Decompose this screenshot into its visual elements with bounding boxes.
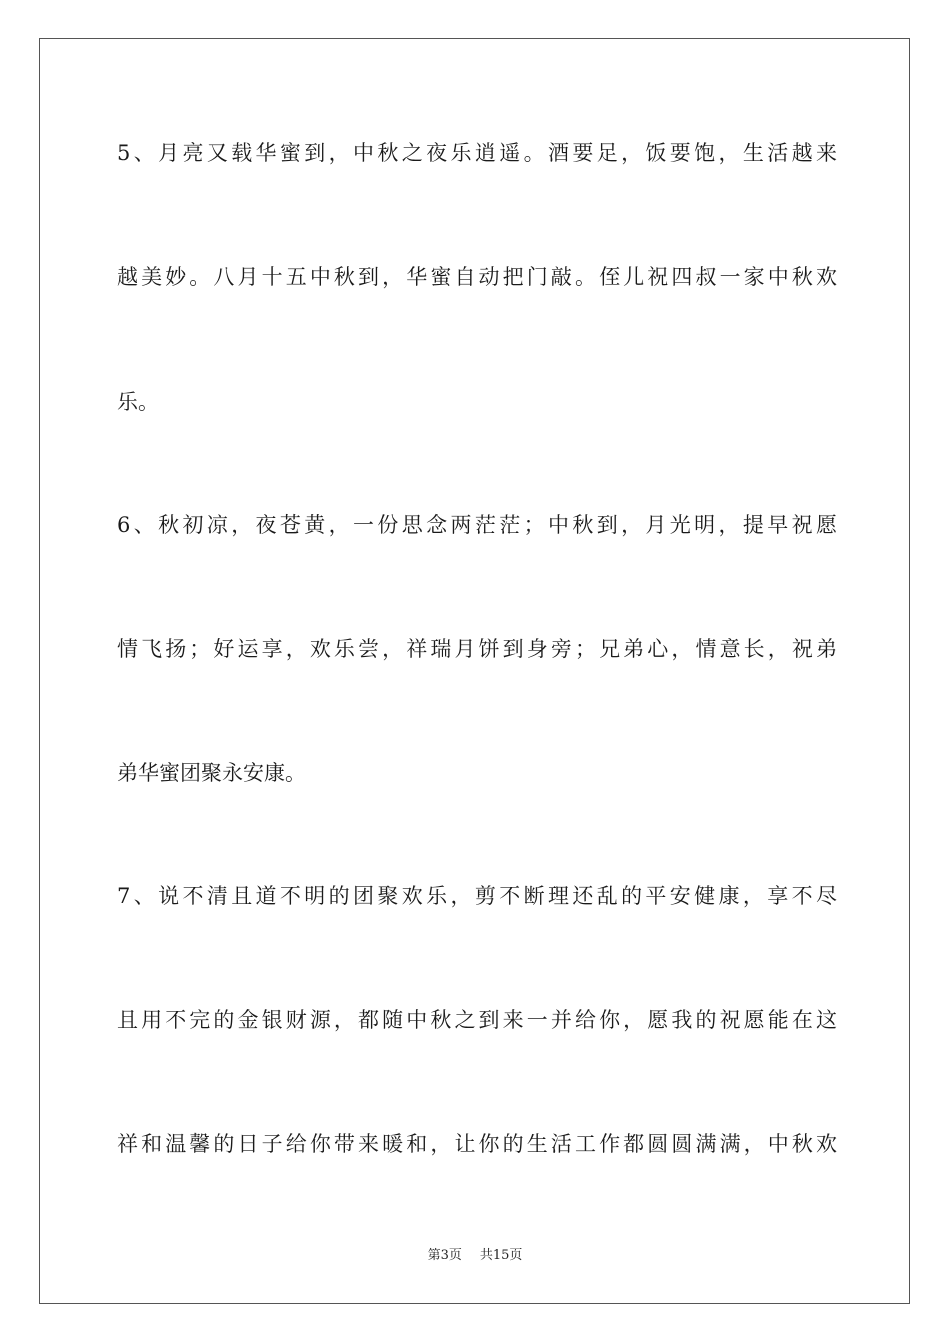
page-footer (0, 1247, 950, 1265)
paragraph-line: 越美妙。八月十五中秋到，华蜜自动把门敲。侄儿祝四叔一家中秋欢 (117, 265, 837, 289)
page-number: 第3页 (427, 1248, 462, 1263)
paragraph-line: 情飞扬；好运享，欢乐尝，祥瑞月饼到身旁；兄弟心，情意长，祝弟 (117, 637, 837, 661)
paragraph-line: 乐。 (117, 390, 159, 414)
paragraph-line: 弟华蜜团聚永安康。 (117, 761, 306, 785)
paragraph-line: 祥和温馨的日子给你带来暖和，让你的生活工作都圆圆满满，中秋欢 (117, 1132, 837, 1156)
paragraph-line: 5、月亮又载华蜜到，中秋之夜乐逍遥。酒要足，饭要饱，生活越来 (117, 141, 837, 165)
paragraph-line: 6、秋初凉，夜苍黄，一份思念两茫茫；中秋到，月光明，提早祝愿 (117, 513, 837, 537)
page-total: 共15页 (479, 1248, 523, 1263)
page-border (39, 38, 910, 1304)
paragraph-line: 7、说不清且道不明的团聚欢乐，剪不断理还乱的平安健康，享不尽 (117, 884, 837, 908)
paragraph-line: 且用不完的金银财源，都随中秋之到来一并给你，愿我的祝愿能在这 (117, 1008, 837, 1032)
